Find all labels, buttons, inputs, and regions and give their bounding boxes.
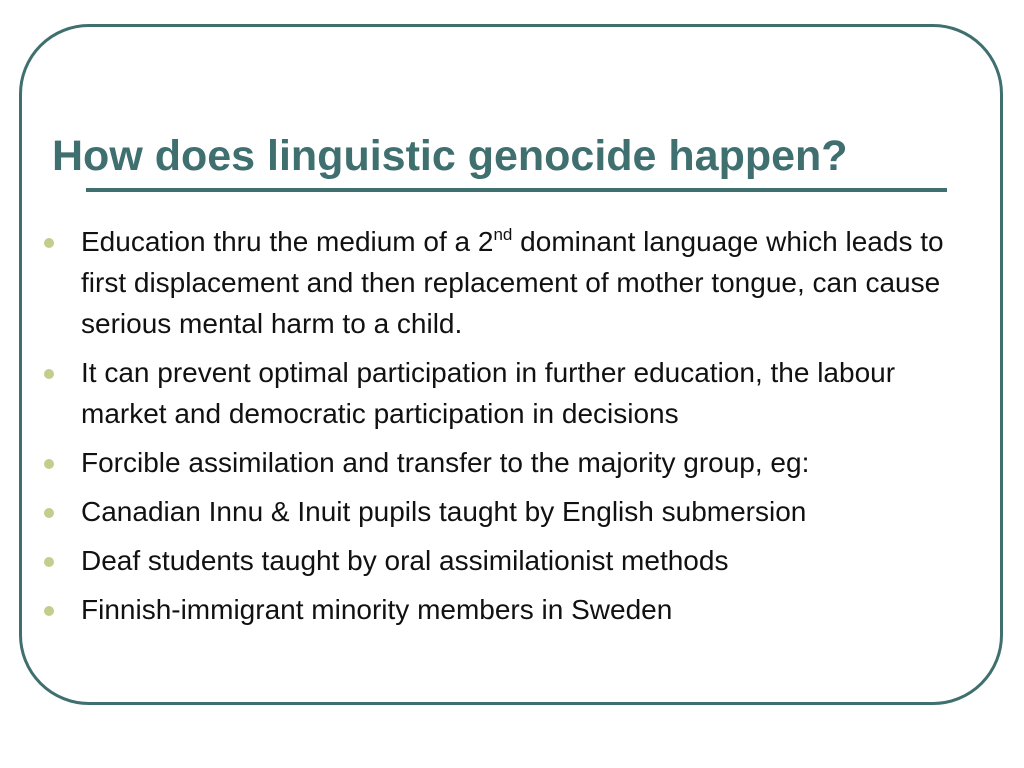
bullet-item	[40, 442, 980, 483]
bullet-item	[40, 589, 980, 630]
bullet-text-part: dominant language which leads to first displacement and then replacement of mother tongue, can cause serious mental harm to a child.	[81, 226, 944, 339]
bullet-list	[40, 221, 980, 638]
bullet-dot-icon	[44, 459, 54, 469]
ordinal-suffix: nd	[493, 225, 513, 244]
bullet-text: Forcible assimilation and transfer to the majority group, eg:	[81, 447, 810, 478]
bullet-dot-icon	[44, 557, 54, 567]
bullet-text	[81, 221, 980, 344]
bullet-dot-icon	[44, 238, 54, 248]
bullet-item	[40, 352, 980, 434]
bullet-dot-icon	[44, 508, 54, 518]
bullet-text-part: Education thru the medium of a 2	[81, 226, 494, 257]
title-underline	[86, 188, 947, 192]
bullet-item	[40, 491, 980, 532]
bullet-dot-icon	[44, 606, 54, 616]
bullet-text: Finnish-immigrant minority members in Sweden	[81, 594, 673, 625]
bullet-dot-icon	[44, 369, 54, 379]
slide-title: How does linguistic genocide happen?	[52, 132, 848, 180]
bullet-item	[40, 540, 980, 581]
bullet-text: Canadian Innu & Inuit pupils taught by English submersion	[81, 496, 807, 527]
bullet-text: Deaf students taught by oral assimilationist methods	[81, 545, 729, 576]
bullet-item	[40, 221, 980, 344]
bullet-text: It can prevent optimal participation in further education, the labour market and democratic participation in decisions	[81, 357, 896, 429]
